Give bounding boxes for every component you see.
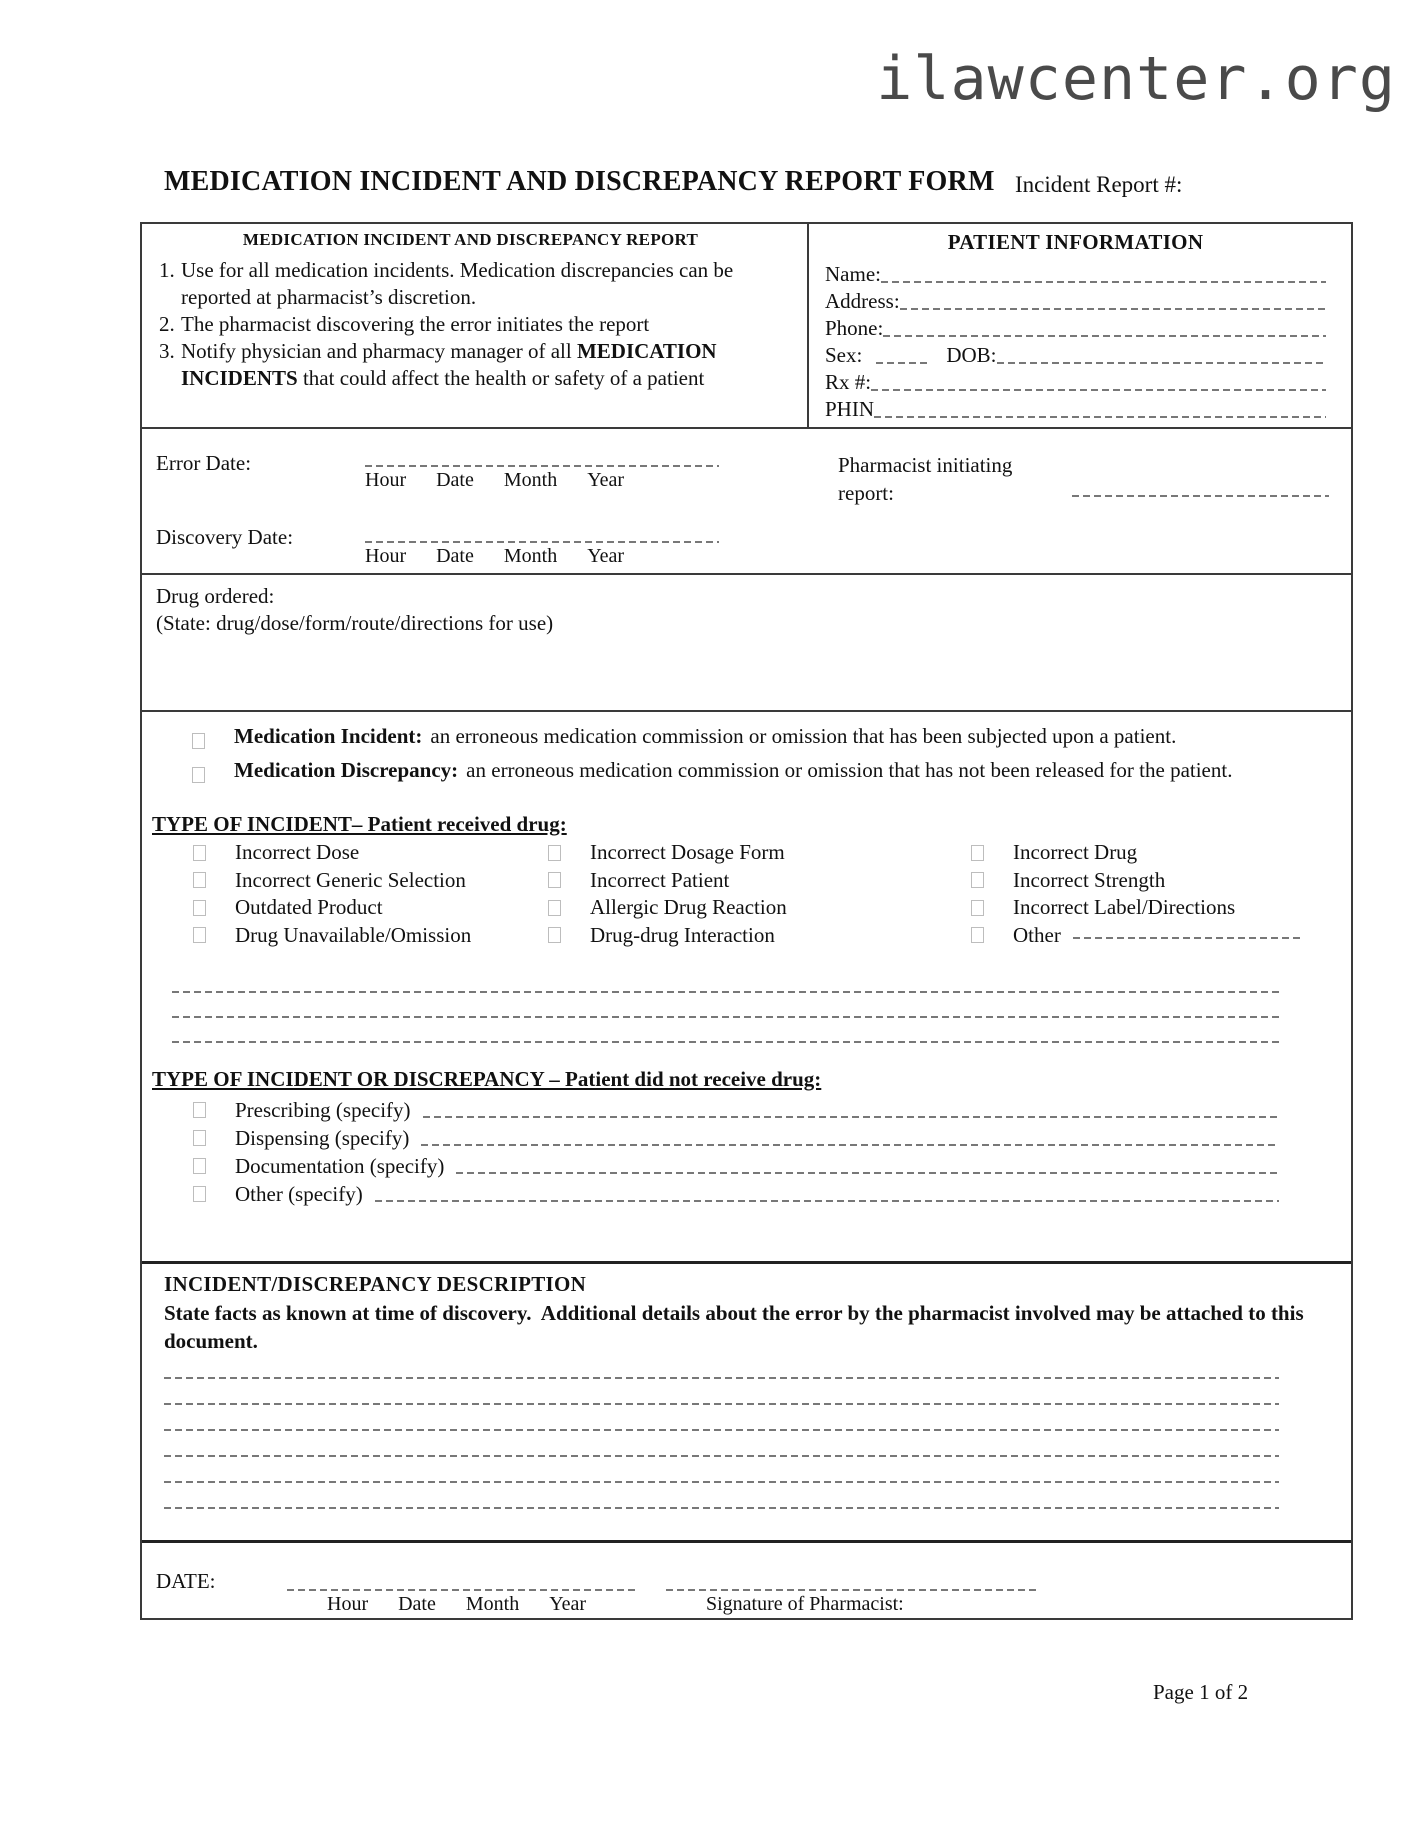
patient-phin-row xyxy=(825,394,1326,421)
description-fill-line xyxy=(164,1429,1279,1431)
specify-fill-line xyxy=(423,1116,1279,1118)
notes-fill-line xyxy=(172,991,1279,993)
dob-fill-line xyxy=(997,362,1326,364)
caption-hour: Hour xyxy=(365,469,407,491)
checkbox-icon xyxy=(548,845,561,861)
pharmacist-signature-field xyxy=(666,1589,1038,1616)
incident-types-section xyxy=(142,710,1351,1261)
option-label: Other (specify) xyxy=(235,1182,363,1206)
signature-of-pharmacist-label: Signature of Pharmacist: xyxy=(706,1593,904,1615)
dates-section xyxy=(142,427,1351,573)
specify-fill-line xyxy=(456,1172,1279,1174)
checkbox-icon xyxy=(548,927,561,943)
caption-month: Month xyxy=(465,1593,520,1615)
option-label: Outdated Product xyxy=(235,895,383,920)
pharmacist-fill-line xyxy=(1072,495,1329,497)
checkbox-icon xyxy=(971,927,984,943)
phin-label: PHIN xyxy=(825,397,875,421)
checkbox-icon xyxy=(971,900,984,916)
option-label: Incorrect Label/Directions xyxy=(1013,895,1236,920)
option-label: Incorrect Drug xyxy=(1013,840,1138,865)
checkbox-wrap xyxy=(192,756,234,790)
option-label: Incorrect Strength xyxy=(1013,867,1166,892)
description-fill-line xyxy=(164,1403,1279,1405)
drug-ordered-hint: (State: drug/dose/form/route/directions for use) xyxy=(156,611,554,635)
incident-type-option xyxy=(971,840,1351,865)
discovery-date-fill-line xyxy=(365,541,719,543)
option-label: Incorrect Patient xyxy=(590,867,730,892)
patient-fields xyxy=(825,259,1326,421)
patient-phone-row xyxy=(825,313,1326,340)
discrepancy-type-row xyxy=(142,1094,1351,1122)
phone-fill-line xyxy=(883,335,1326,337)
list-item-text-pre: The pharmacist discovering the error initiates the report xyxy=(181,312,650,336)
list-item-text xyxy=(181,257,778,311)
patient-name-row xyxy=(825,259,1326,286)
patient-sex-dob-row xyxy=(825,340,1326,367)
description-heading: INCIDENT/DISCREPANCY DESCRIPTION xyxy=(164,1272,587,1296)
caption-month: Month xyxy=(503,545,558,567)
list-item xyxy=(142,338,799,392)
definition-term: Medication Incident: xyxy=(234,724,423,748)
specify-fill-line xyxy=(421,1144,1279,1146)
option-label: Incorrect Dose xyxy=(235,840,360,865)
incident-type-option xyxy=(548,868,971,893)
checkbox-icon xyxy=(192,767,205,783)
option-label: Documentation (specify) xyxy=(235,1154,445,1178)
list-item-text xyxy=(181,338,778,392)
incident-type-option xyxy=(142,868,548,893)
list-item-number: 2. xyxy=(159,312,175,336)
signature-caption xyxy=(666,1593,1038,1616)
definition-term: Medication Discrepancy: xyxy=(234,758,459,782)
definition-body: an erroneous medication commission or omission that has been subjected upon a patient. xyxy=(430,724,1177,748)
discrepancy-type-row xyxy=(142,1150,1351,1178)
description-fill-line xyxy=(164,1481,1279,1483)
option-label: Dispensing (specify) xyxy=(235,1126,410,1150)
caption-hour: Hour xyxy=(365,545,407,567)
phin-fill-line xyxy=(874,416,1326,418)
patient-information-box xyxy=(809,224,1351,427)
form-body xyxy=(140,222,1353,1620)
error-date-caption xyxy=(365,469,719,492)
checkbox-icon xyxy=(971,872,984,888)
drug-ordered-section xyxy=(142,573,1351,710)
type-of-discrepancy-heading: TYPE OF INCIDENT OR DISCREPANCY – Patient did not receive drug: xyxy=(152,1067,822,1091)
checkbox-icon xyxy=(548,900,561,916)
signature-section xyxy=(142,1540,1351,1616)
incident-type-option xyxy=(548,923,971,948)
description-fill-line xyxy=(164,1377,1279,1379)
incident-type-option xyxy=(142,923,548,948)
definition-text xyxy=(234,756,1232,790)
rx-number-label: Rx #: xyxy=(825,370,872,394)
definition-item xyxy=(142,722,1247,756)
discovery-date-label: Discovery Date: xyxy=(156,525,294,549)
caption-date: Date xyxy=(436,469,474,491)
list-item-text xyxy=(181,311,778,338)
incident-type-option-other xyxy=(971,923,1351,948)
address-fill-line xyxy=(900,308,1326,310)
instructions-heading: MEDICATION INCIDENT AND DISCREPANCY REPORT xyxy=(242,230,699,249)
error-date-field xyxy=(365,465,719,492)
patient-rx-row xyxy=(825,367,1326,394)
error-date-fill-line xyxy=(365,465,719,467)
incident-type-option xyxy=(548,895,971,920)
discrepancy-type-row xyxy=(142,1122,1351,1150)
option-label: Allergic Drug Reaction xyxy=(590,895,787,920)
checkbox-icon xyxy=(971,845,984,861)
name-label: Name: xyxy=(825,262,881,286)
checkbox-icon xyxy=(193,1186,206,1202)
list-item-text-pre: Notify physician and pharmacy manager of all xyxy=(181,339,577,363)
top-section xyxy=(142,224,1351,427)
notes-fill-line xyxy=(172,1041,1279,1043)
description-fill-line xyxy=(164,1507,1279,1509)
discrepancy-type-row xyxy=(142,1178,1351,1206)
incident-type-row xyxy=(142,839,1351,867)
definition-item xyxy=(142,756,1247,790)
incident-type-option xyxy=(142,840,548,865)
sex-label: Sex: xyxy=(825,343,863,367)
patient-address-row xyxy=(825,286,1326,313)
checkbox-icon xyxy=(193,845,206,861)
list-item-number: 3. xyxy=(159,339,175,363)
signature-fill-line xyxy=(666,1589,1038,1591)
incident-type-option xyxy=(971,895,1351,920)
caption-date: Date xyxy=(398,1593,436,1615)
checkbox-icon xyxy=(193,872,206,888)
pharmacist-initiating-label: Pharmacist initiating report: xyxy=(838,453,1013,505)
type-of-incident-heading: TYPE OF INCIDENT– Patient received drug: xyxy=(152,812,567,836)
option-label: Drug-drug Interaction xyxy=(590,922,775,947)
option-label: Prescribing (specify) xyxy=(235,1098,411,1122)
definition-body: an erroneous medication commission or omission that has not been released for the patient. xyxy=(466,758,1233,782)
caption-year: Year xyxy=(587,469,625,491)
instructions-list xyxy=(142,257,799,392)
caption-year: Year xyxy=(549,1593,587,1615)
instructions-box xyxy=(142,224,809,427)
page-title: MEDICATION INCIDENT AND DISCREPANCY REPORT FORM xyxy=(164,166,995,197)
date-label: DATE: xyxy=(156,1569,216,1593)
caption-date: Date xyxy=(436,545,474,567)
rx-fill-line xyxy=(871,389,1326,391)
definition-text xyxy=(234,722,1176,756)
caption-year: Year xyxy=(587,545,625,567)
incident-type-row xyxy=(142,922,1351,950)
description-section xyxy=(142,1261,1351,1540)
signature-date-field xyxy=(287,1589,636,1616)
discovery-date-caption xyxy=(365,545,719,568)
list-item-number: 1. xyxy=(159,258,175,282)
checkbox-icon xyxy=(193,927,206,943)
checkbox-wrap xyxy=(192,722,234,756)
list-item xyxy=(142,257,799,311)
error-date-label: Error Date: xyxy=(156,451,252,475)
phone-label: Phone: xyxy=(825,316,884,340)
option-label: Incorrect Generic Selection xyxy=(235,867,466,892)
signature-date-fill-line xyxy=(287,1589,636,1591)
incident-type-option xyxy=(548,840,971,865)
address-label: Address: xyxy=(825,289,900,313)
list-item xyxy=(142,311,799,338)
list-item-text-pre: Use for all medication incidents. Medication discrepancies can be reported at pharmacist’s discretion. xyxy=(181,258,734,309)
drug-ordered-label: Drug ordered: xyxy=(156,584,275,608)
other-fill-line xyxy=(1073,937,1303,939)
checkbox-icon xyxy=(192,733,205,749)
option-label: Other xyxy=(1013,922,1061,947)
site-logo: ilawcenter.org xyxy=(876,44,1396,114)
dob-label: DOB: xyxy=(946,343,997,367)
checkbox-icon xyxy=(193,1158,206,1174)
caption-month: Month xyxy=(503,469,558,491)
incident-type-row xyxy=(142,867,1351,895)
list-item-text-bold: MEDICATION INCIDENTS xyxy=(181,339,717,390)
patient-information-heading: PATIENT INFORMATION xyxy=(947,230,1204,254)
page-indicator: Page 1 of 2 xyxy=(1153,1680,1249,1704)
discovery-date-field xyxy=(365,541,719,568)
description-instructions: State facts as known at time of discovery. Additional details about the error by the pharmacist involved may be attached to this document. xyxy=(164,1301,1309,1353)
caption-hour: Hour xyxy=(327,1593,369,1615)
description-fill-line xyxy=(164,1455,1279,1457)
incident-type-option xyxy=(971,868,1351,893)
checkbox-icon xyxy=(193,900,206,916)
list-item-text-post: that could affect the health or safety of a patient xyxy=(297,366,705,390)
specify-fill-line xyxy=(375,1200,1279,1202)
option-label: Incorrect Dosage Form xyxy=(590,840,785,865)
signature-date-caption xyxy=(287,1593,636,1616)
option-label: Drug Unavailable/Omission xyxy=(235,922,472,947)
name-fill-line xyxy=(881,281,1326,283)
checkbox-icon xyxy=(193,1102,206,1118)
sex-fill-line xyxy=(876,362,928,364)
incident-type-row xyxy=(142,894,1351,922)
incident-report-number-label: Incident Report #: xyxy=(1015,172,1183,197)
checkbox-icon xyxy=(193,1130,206,1146)
notes-fill-line xyxy=(172,1016,1279,1018)
checkbox-icon xyxy=(548,872,561,888)
incident-type-option xyxy=(142,895,548,920)
